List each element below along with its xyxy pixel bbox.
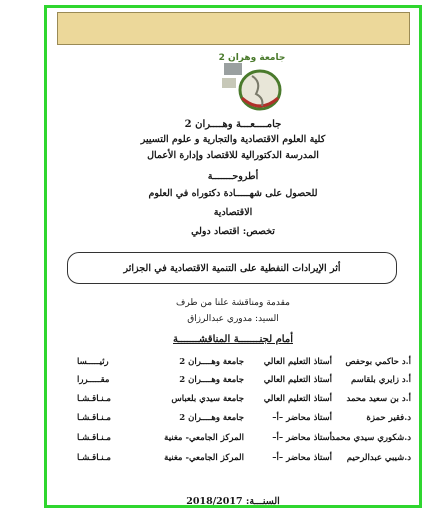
jury-member-name: د.شيبي عبدالرحيم xyxy=(346,453,411,463)
jury-member-institution: المركز الجامعي- مغنية xyxy=(164,453,244,463)
academic-year: السنـــة: 2018/2017 xyxy=(186,496,280,507)
thesis-title-box xyxy=(67,252,397,284)
jury-row xyxy=(47,433,419,445)
jury-member-role: مـنـاقـشـا xyxy=(77,394,111,404)
university-name: جامــــعـــة وهــــران 2 xyxy=(184,119,282,130)
logo-text: جامعة وهران 2 xyxy=(218,53,286,63)
jury-member-rank: أستاذ التعليم العالي xyxy=(263,394,332,404)
jury-member-role: مـنـاقـشـا xyxy=(77,433,111,443)
doctoral-school: المدرسة الدكتورالية للاقتصاد وإدارة الأعمال xyxy=(147,150,319,161)
jury-member-name: د.فقير حمزة xyxy=(366,413,411,423)
jury-member-rank: أستاذ محاضر –أ– xyxy=(272,453,332,463)
jury-member-institution: جامعة وهــــران 2 xyxy=(179,413,244,423)
jury-member-rank: أستاذ محاضر –أ– xyxy=(272,433,332,443)
jury-row xyxy=(47,375,419,387)
jury-member-institution: المركز الجامعي- مغنية xyxy=(164,433,244,443)
jury-member-role: مـنـاقـشـا xyxy=(77,453,111,463)
degree-line: للحصول على شهـــــادة دكتوراه في العلوم xyxy=(148,188,318,199)
presented-by: مقدمة ومناقشة علنا من طرف xyxy=(176,298,290,308)
jury-member-institution: جامعة وهــــران 2 xyxy=(179,375,244,385)
faculty-name: كلية العلوم الاقتصادية والتجارية و علوم التسيير xyxy=(140,134,326,145)
jury-row xyxy=(47,453,419,465)
page-frame xyxy=(44,5,422,508)
jury-member-rank: أستاذ محاضر –أ– xyxy=(272,413,332,423)
jury-row xyxy=(47,394,419,406)
degree-field: الاقتصادية xyxy=(213,207,253,218)
jury-member-role: مقـــــررا xyxy=(77,375,110,385)
jury-row xyxy=(47,413,419,425)
university-logo xyxy=(212,48,292,116)
jury-member-name: أ.د بن سعيد محمد xyxy=(346,394,411,404)
jury-heading: أمام لجنـــــــة المناقشـــــــة xyxy=(173,334,293,345)
jury-member-name: أ.د حاكمي بوحفص xyxy=(345,357,411,367)
jury-member-institution: جامعة وهــــران 2 xyxy=(179,357,244,367)
document-type: أطروحـــــــة xyxy=(207,171,259,182)
jury-member-role: مـنـاقـشـا xyxy=(77,413,111,423)
specialty: تخصص: اقتصاد دولي xyxy=(191,226,275,237)
jury-row xyxy=(47,357,419,369)
jury-member-role: رئيـــــسا xyxy=(77,357,109,367)
jury-member-name: أ.د زايري بلقاسم xyxy=(350,375,411,385)
author-name: السيد: مدوري عبدالرزاق xyxy=(187,314,279,324)
thesis-title: أثر الإيرادات النفطية على التنمية الاقتصادية في الجزائر xyxy=(123,262,341,274)
jury-member-name: د.شكوري سيدي محمد xyxy=(331,433,411,443)
jury-member-rank: أستاذ التعليم العالي xyxy=(263,375,332,385)
header-banner xyxy=(57,12,410,45)
jury-member-institution: جامعة سيدي بلعباس xyxy=(171,394,244,404)
jury-member-rank: أستاذ التعليم العالي xyxy=(263,357,332,367)
